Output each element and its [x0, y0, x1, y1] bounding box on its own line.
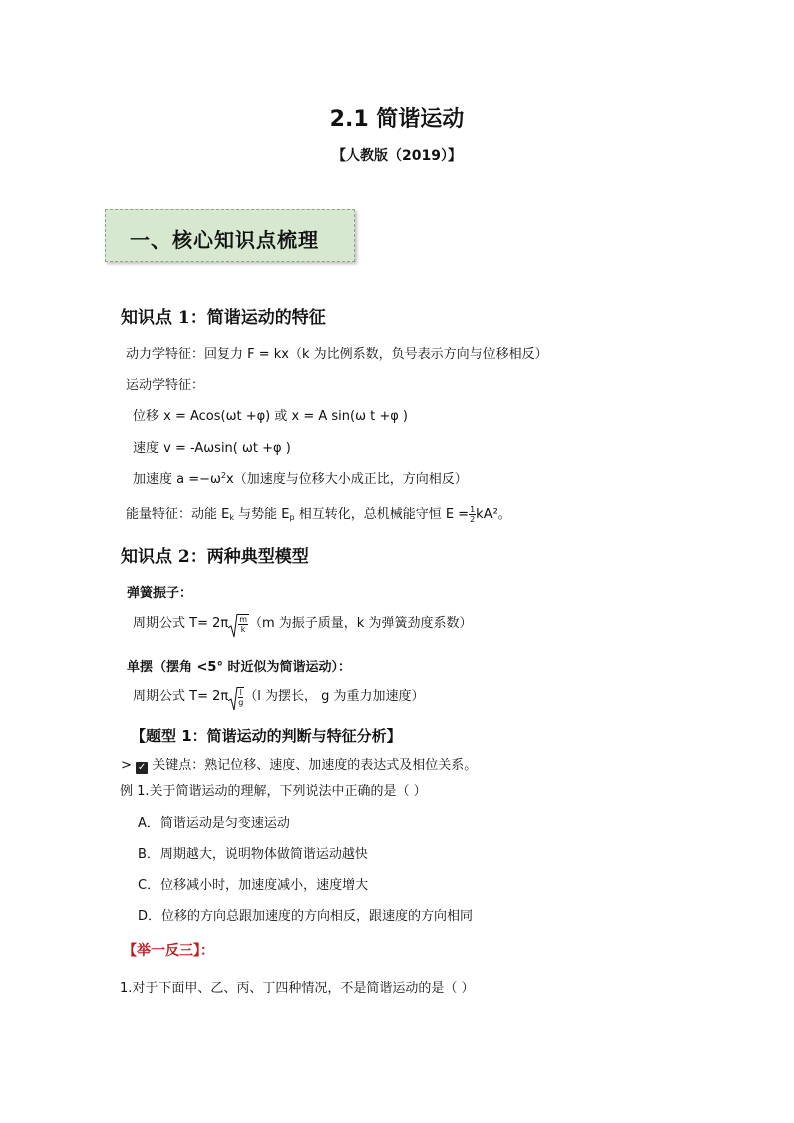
displacement-formula: 位移 x = Acos(ωt +φ) 或 x = A sin(ω t +φ ) [133, 409, 409, 424]
dynamics-feature: 动力学特征：回复力 F = kx（k 为比例系数，负号表示方向与位移相反） [126, 347, 548, 362]
section-header-box [105, 209, 355, 262]
spring-text-pre: 周期公式 T= 2π [133, 616, 229, 631]
spring-sqrt [228, 614, 249, 634]
sqrt-sign-icon [228, 687, 238, 711]
spring-text-post: （m 为振子质量，k 为弹簧劲度系数） [249, 616, 473, 631]
energy-feature [126, 503, 511, 524]
option-d: D．位移的方向总跟加速度的方向相反，跟速度的方向相同 [138, 909, 474, 924]
checkmark-icon: ✓ [137, 762, 147, 773]
acceleration-formula [133, 468, 468, 487]
kinematics-label: 运动学特征： [126, 378, 205, 393]
accel-text-pre: 加速度 a =−ω [133, 472, 221, 487]
option-a: A．简谐运动是匀变速运动 [138, 816, 290, 831]
spring-period-formula [133, 612, 472, 634]
practice-heading: 【举一反三】： [123, 943, 214, 959]
type1-heading: 【题型 1：简谐运动的判断与特征分析】 [131, 727, 402, 745]
pend-text-post: （l 为摆长， g 为重力加速度） [244, 689, 425, 704]
sqrt-sign-icon [228, 614, 238, 638]
pend-frac-num: l [239, 687, 242, 697]
page-title: 2.1 简谐运动 [329, 107, 465, 132]
section-title: 一、核心知识点梳理 [130, 228, 319, 252]
energy-text-post: 相互转化，总机械能守恒 E = [294, 507, 470, 522]
accel-exponent: 2 [220, 471, 226, 480]
keypoint-prefix: > [121, 758, 132, 773]
accel-text-post: x（加速度与位移大小成正比，方向相反） [226, 472, 468, 487]
option-b: B．周期越大，说明物体做简谐运动越快 [138, 847, 368, 862]
keypoint-line [121, 754, 477, 774]
edition-label: 【人教版（2019）】 [332, 148, 462, 164]
energy-k-subscript: k [229, 513, 234, 522]
spring-frac-num: m [239, 614, 247, 624]
velocity-formula: 速度 v = -Aωsin( ωt +φ ) [133, 441, 291, 456]
spring-frac-den: k [240, 624, 246, 634]
pendulum-label: 单摆（摆角 <5° 时近似为简谐运动）： [127, 660, 351, 675]
pend-text-pre: 周期公式 T= 2π [133, 689, 229, 704]
energy-frac-den: 2 [470, 515, 476, 524]
example-1-question: 例 1.关于简谐运动的理解，下列说法中正确的是（ ） [120, 784, 427, 799]
energy-text-mid: 与势能 E [234, 507, 290, 522]
keypoint-text: 关键点：熟记位移、速度、加速度的表达式及相位关系。 [152, 758, 478, 773]
kp1-heading: 知识点 1：简谐运动的特征 [121, 308, 326, 328]
energy-p-subscript: p [289, 513, 295, 522]
option-c: C．位移减小时，加速度减小，速度增大 [138, 878, 369, 893]
energy-frac-num: 1 [470, 505, 476, 514]
spring-oscillator-label: 弹簧振子： [127, 586, 193, 601]
pendulum-period-formula [133, 685, 425, 707]
pendulum-sqrt [228, 687, 244, 707]
pend-frac-den: g [238, 697, 244, 707]
kp2-heading: 知识点 2：两种典型模型 [121, 547, 309, 567]
energy-text-pre: 能量特征：动能 E [126, 507, 230, 522]
energy-text-end: kA²。 [476, 507, 511, 522]
practice-question-1: 1.对于下面甲、乙、丙、丁四种情况，不是简谐运动的是（ ） [120, 981, 475, 996]
